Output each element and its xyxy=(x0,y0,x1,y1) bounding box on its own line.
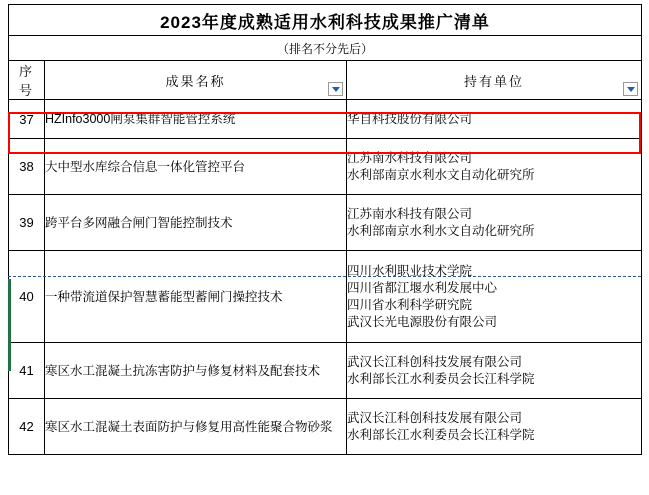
title-row xyxy=(9,5,642,36)
column-header-org-label: 持有单位 xyxy=(464,73,525,89)
row-number: 39 xyxy=(9,195,45,251)
org-line: 武汉长江科创科技发展有限公司 xyxy=(347,410,523,425)
row-name: 一种带流道保护智慧蓄能型蓄闸门操控技术 xyxy=(45,251,347,343)
row-org xyxy=(347,343,642,399)
org-line: 四川省水利科学研究院 xyxy=(347,297,473,312)
org-line-list xyxy=(347,111,641,128)
org-line: 水利部长江水利委员会长江科学院 xyxy=(347,371,535,386)
page-subtitle: （排名不分先后） xyxy=(9,36,642,61)
org-line: 华自科技股份有限公司 xyxy=(347,111,473,126)
row-name: 寒区水工混凝土抗冻害防护与修复材料及配套技术 xyxy=(45,343,347,399)
row-org xyxy=(347,195,642,251)
row-org xyxy=(347,139,642,195)
row-name: 寒区水工混凝土表面防护与修复用高性能聚合物砂浆 xyxy=(45,399,347,455)
org-line: 水利部长江水利委员会长江科学院 xyxy=(347,427,535,442)
chevron-down-icon xyxy=(627,87,635,92)
table-row xyxy=(9,139,642,195)
row-number: 37 xyxy=(9,100,45,139)
column-header-org xyxy=(347,61,642,100)
org-line-list xyxy=(347,263,641,331)
org-line: 四川水利职业技术学院 xyxy=(347,263,473,278)
table-row xyxy=(9,195,642,251)
org-line: 水利部南京水利水文自动化研究所 xyxy=(347,167,535,182)
row-org xyxy=(347,399,642,455)
filter-dropdown-icon[interactable] xyxy=(328,82,343,96)
selection-edge-marker xyxy=(8,279,11,371)
column-header-name-label: 成果名称 xyxy=(165,73,226,89)
org-line: 四川省都江堰水利发展中心 xyxy=(347,280,498,295)
org-line-list xyxy=(347,206,641,240)
column-header-name xyxy=(45,61,347,100)
row-number: 42 xyxy=(9,399,45,455)
row-org xyxy=(347,100,642,139)
row-number: 41 xyxy=(9,343,45,399)
org-line-list xyxy=(347,354,641,388)
row-number: 38 xyxy=(9,139,45,195)
org-line: 江苏南水科技有限公司 xyxy=(347,150,473,165)
row-number: 40 xyxy=(9,251,45,343)
row-org xyxy=(347,251,642,343)
page-title: 2023年度成熟适用水利科技成果推广清单 xyxy=(9,5,642,36)
column-header-no-label: 序 号 xyxy=(18,64,34,98)
org-line: 江苏南水科技有限公司 xyxy=(347,206,473,221)
org-line-list xyxy=(347,410,641,444)
org-line-list xyxy=(347,150,641,184)
table-row xyxy=(9,251,642,343)
results-table xyxy=(8,4,642,455)
row-name: 大中型水库综合信息一体化管控平台 xyxy=(45,139,347,195)
subtitle-row xyxy=(9,36,642,61)
spreadsheet-sheet xyxy=(0,4,649,495)
chevron-down-icon xyxy=(332,87,340,92)
table-row xyxy=(9,399,642,455)
table-row xyxy=(9,343,642,399)
org-line: 水利部南京水利水文自动化研究所 xyxy=(347,223,535,238)
org-line: 武汉长光电源股份有限公司 xyxy=(347,314,498,329)
row-name: HZInfo3000闸泵集群智能管控系统 xyxy=(45,100,347,139)
table-row xyxy=(9,100,642,139)
org-line: 武汉长江科创科技发展有限公司 xyxy=(347,354,523,369)
header-row xyxy=(9,61,642,100)
filter-dropdown-icon[interactable] xyxy=(623,82,638,96)
column-header-no xyxy=(9,61,45,100)
row-name: 跨平台多网融合闸门智能控制技术 xyxy=(45,195,347,251)
